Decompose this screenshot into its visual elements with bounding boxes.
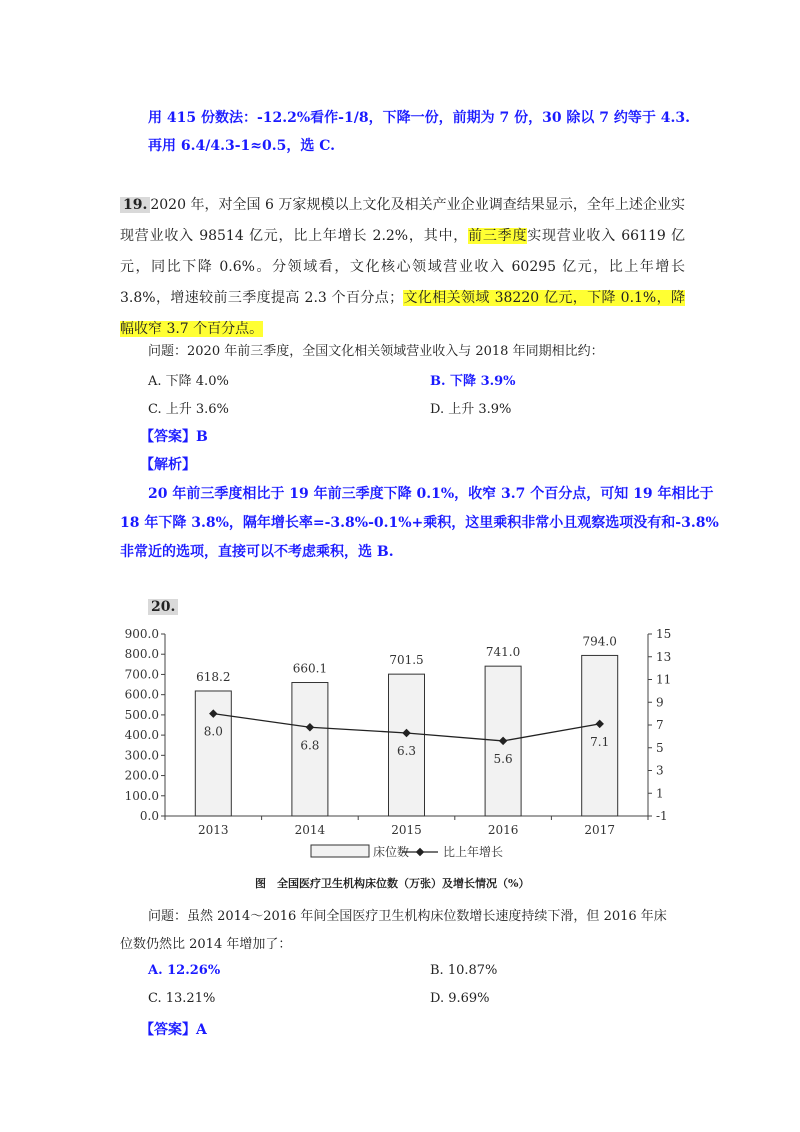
bar-value-label: 794.0 bbox=[582, 634, 617, 649]
q19-option-d: D. 上升 3.9% bbox=[430, 402, 512, 417]
right-tick-label: 11 bbox=[656, 672, 672, 687]
left-tick-label: 900.0 bbox=[124, 627, 159, 641]
q20-question-line-1: 问题：虽然 2014～2016 年间全国医疗卫生机构床位数增长速度持续下滑，但 2016 年床 bbox=[148, 909, 667, 924]
q20-option-b: B. 10.87% bbox=[430, 963, 498, 978]
legend-bar-label: 床位数 bbox=[373, 845, 410, 859]
prev-analysis-line-1: 用 415 份数法：-12.2%看作-1/8，下降一份，前期为 7 份，30 除以 7 约等于 4.3. bbox=[148, 110, 691, 126]
left-tick-label: 100.0 bbox=[124, 788, 159, 803]
q19-highlight-1: 前三季度 bbox=[468, 228, 528, 244]
legend-line-label: 比上年增长 bbox=[443, 845, 504, 859]
q19-answer: 【答案】B bbox=[140, 429, 208, 445]
legend-bar-swatch bbox=[311, 845, 369, 857]
left-tick-label: 0.0 bbox=[139, 809, 159, 823]
chart-caption: 图 全国医疗卫生机构床位数（万张）及增长情况（%） bbox=[255, 877, 530, 890]
q20-number-wrap bbox=[148, 599, 178, 615]
q20-answer: 【答案】A bbox=[140, 1022, 207, 1038]
q19-analysis-label: 【解析】 bbox=[140, 457, 196, 473]
q20-option-c: C. 13.21% bbox=[148, 991, 216, 1006]
q19-option-b: B. 下降 3.9% bbox=[430, 374, 516, 389]
left-tick-label: 300.0 bbox=[124, 748, 159, 763]
right-tick-label: -1 bbox=[656, 809, 668, 823]
bar-value-label: 741.0 bbox=[485, 645, 521, 660]
left-tick-label: 700.0 bbox=[124, 667, 159, 682]
x-tick-label: 2013 bbox=[198, 823, 229, 837]
bar-value-label: 618.2 bbox=[196, 669, 231, 684]
bar-value-label: 660.1 bbox=[292, 661, 328, 676]
q19-option-c: C. 上升 3.6% bbox=[148, 402, 229, 417]
q19-highlight-2: 文化相关领域 38220 亿元，下降 0.1%，降幅收窄 3.7 个百分点。 bbox=[120, 290, 685, 337]
right-tick-label: 1 bbox=[656, 786, 664, 801]
right-tick-label: 15 bbox=[656, 627, 672, 641]
growth-value-label: 6.3 bbox=[396, 743, 417, 758]
x-tick-label: 2016 bbox=[487, 823, 519, 837]
right-tick-label: 7 bbox=[656, 718, 664, 732]
chart-legend bbox=[311, 844, 503, 859]
x-tick-label: 2015 bbox=[391, 823, 422, 837]
left-tick-label: 200.0 bbox=[124, 768, 159, 783]
q19-text-b: 实现营业收入 66119 亿元，同比下降 0.6%。分领域看，文化核心领域营业收入 60295 亿元，比上年增长 3.8%，增速较前三季度提高 2.3 个百分点； bbox=[120, 228, 686, 306]
q20-question-line-2: 位数仍然比 2014 年增加了： bbox=[120, 937, 292, 952]
q19-number: 19. bbox=[120, 197, 150, 213]
q20-number: 20. bbox=[148, 599, 178, 615]
q19-analysis-line-2: 18 年下降 3.8%，隔年增长率=-3.8%-0.1%+乘积，这里乘积非常小且观察选项没有和-3.8% bbox=[120, 515, 719, 531]
left-tick-label: 400.0 bbox=[124, 728, 159, 743]
bar-value-label: 701.5 bbox=[389, 653, 424, 668]
prev-analysis-line-2: 再用 6.4/4.3-1≈0.5，选 C. bbox=[148, 138, 335, 154]
right-tick-label: 9 bbox=[656, 695, 664, 710]
q19-stem bbox=[120, 190, 685, 345]
q19-analysis-line-1: 20 年前三季度相比于 19 年前三季度下降 0.1%，收窄 3.7 个百分点，可知 19 年相比于 bbox=[148, 486, 714, 502]
q20-option-a: A. 12.26% bbox=[148, 963, 221, 978]
q19-text-a: 2020 年，对全国 6 万家规模以上文化及相关产业企业调查结果显示，全年上述企业实现营业收入 98514 亿元，比上年增长 2.2%，其中， bbox=[120, 197, 685, 244]
right-tick-label: 13 bbox=[656, 649, 672, 664]
growth-value-label: 7.1 bbox=[590, 734, 610, 749]
q19-option-a: A. 下降 4.0% bbox=[148, 374, 229, 389]
q19-question: 问题：2020 年前三季度，全国文化相关领域营业收入与 2018 年同期相比约： bbox=[148, 344, 604, 359]
left-tick-label: 500.0 bbox=[124, 707, 159, 722]
growth-value-label: 8.0 bbox=[203, 724, 223, 739]
bed-count-chart bbox=[0, 620, 800, 890]
legend-line-marker bbox=[416, 848, 424, 856]
x-tick-label: 2014 bbox=[294, 823, 326, 837]
left-tick-label: 600.0 bbox=[124, 687, 159, 702]
growth-value-label: 6.8 bbox=[300, 738, 320, 753]
right-tick-label: 3 bbox=[656, 763, 664, 778]
q19-analysis-line-3: 非常近的选项，直接可以不考虑乘积，选 B. bbox=[120, 544, 394, 560]
left-tick-label: 800.0 bbox=[124, 647, 159, 662]
growth-value-label: 5.6 bbox=[493, 751, 513, 766]
x-tick-label: 2017 bbox=[584, 823, 615, 837]
right-tick-label: 5 bbox=[656, 740, 664, 755]
q20-option-d: D. 9.69% bbox=[430, 991, 490, 1006]
